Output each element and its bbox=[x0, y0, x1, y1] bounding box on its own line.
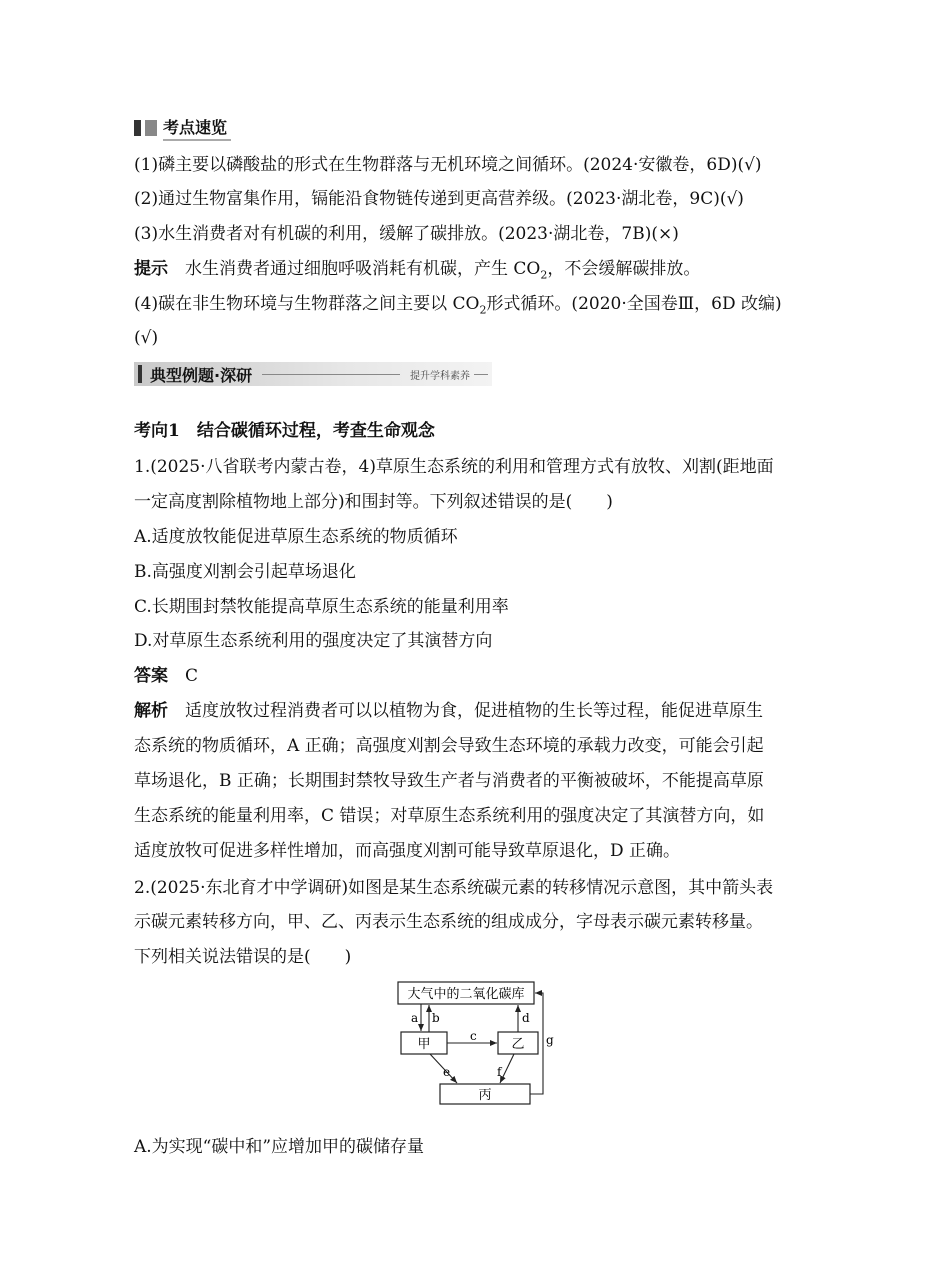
header-marker-icon bbox=[138, 365, 142, 383]
hint-line bbox=[134, 258, 700, 286]
q2-option-a: A.为实现“碳中和”应增加甲的碳储存量 bbox=[134, 1137, 425, 1157]
answer-label: 答案 bbox=[134, 666, 168, 686]
q1-analysis-line-5: 适度放牧可促进多样性增加，而高强度刈割可能导致草原退化，D 正确。 bbox=[134, 841, 681, 861]
carbon-cycle-diagram bbox=[390, 980, 570, 1110]
q1-analysis-line-4: 生态系统的能量利用率，C 错误；对草原生态系统利用的强度决定了其演替方向，如 bbox=[134, 806, 765, 826]
point-2: (2)通过生物富集作用，镉能沿食物链传递到更高营养级。(2023·湖北卷，9C)(√) bbox=[134, 189, 744, 209]
q1-stem-line-1: 1.(2025·八省联考内蒙古卷，4)草原生态系统的利用和管理方式有放牧、刈割(距地面 bbox=[134, 457, 774, 477]
q1-analysis-line-1 bbox=[134, 700, 763, 722]
hint-label: 提示 bbox=[134, 259, 168, 279]
label-a: a bbox=[411, 1011, 419, 1025]
header-rule bbox=[474, 374, 488, 375]
point-1: (1)磷主要以磷酸盐的形式在生物群落与无机环境之间循环。(2024·安徽卷，6D)(√) bbox=[134, 155, 762, 175]
q1-option-d: D.对草原生态系统利用的强度决定了其演替方向 bbox=[134, 631, 493, 651]
q1-answer bbox=[134, 665, 198, 687]
label-f: f bbox=[497, 1065, 502, 1079]
label-g: g bbox=[546, 1033, 554, 1047]
header-marker-icon bbox=[134, 120, 141, 136]
label-b: b bbox=[432, 1011, 440, 1025]
topic-heading: 考向1 结合碳循环过程，考查生命观念 bbox=[134, 421, 435, 441]
co2-pool-label: 大气中的二氧化碳库 bbox=[407, 987, 525, 1002]
hint-text-a: 水生消费者通过细胞呼吸消耗有机碳，产生 CO bbox=[185, 259, 541, 279]
q1-stem-line-2: 一定高度割除植物地上部分)和围封等。下列叙述错误的是( ) bbox=[134, 492, 613, 512]
point-4 bbox=[134, 293, 782, 321]
jia-label: 甲 bbox=[417, 1037, 431, 1052]
section-header-examples bbox=[134, 362, 492, 386]
point-4-text-a: (4)碳在非生物环境与生物群落之间主要以 CO bbox=[134, 294, 480, 314]
section-title: 典型例题·深研 bbox=[150, 365, 253, 385]
arrow-f bbox=[500, 1054, 514, 1083]
q1-option-b: B.高强度刈割会引起草场退化 bbox=[134, 562, 356, 582]
q2-stem-line-3: 下列相关说法错误的是( ) bbox=[134, 947, 352, 967]
hint-subscript: 2 bbox=[540, 268, 548, 282]
hint-text-b: ，不会缓解碳排放。 bbox=[547, 259, 701, 279]
label-d: d bbox=[522, 1011, 530, 1025]
yi-label: 乙 bbox=[511, 1037, 525, 1052]
point-4-subscript: 2 bbox=[479, 303, 487, 317]
point-3: (3)水生消费者对有机碳的利用，缓解了碳排放。(2023·湖北卷，7B)(×) bbox=[134, 224, 679, 244]
point-4-text-b: 形式循环。(2020·全国卷Ⅲ，6D 改编) bbox=[486, 294, 782, 314]
point-4-mark: (√) bbox=[134, 328, 159, 348]
section-header-overview bbox=[134, 118, 231, 138]
analysis-label: 解析 bbox=[134, 701, 168, 721]
header-rule bbox=[262, 374, 400, 375]
q2-stem-line-1: 2.(2025·东北育才中学调研)如图是某生态系统碳元素的转移情况示意图，其中箭头表 bbox=[134, 878, 774, 898]
label-c: c bbox=[470, 1029, 477, 1043]
q1-analysis-line-3: 草场退化，B 正确；长期围封禁牧导致生产者与消费者的平衡被破坏，不能提高草原 bbox=[134, 771, 764, 791]
section-title: 考点速览 bbox=[163, 115, 231, 141]
header-marker-icon bbox=[145, 120, 157, 136]
bing-label: 丙 bbox=[478, 1088, 492, 1103]
q1-option-c: C.长期围封禁牧能提高草原生态系统的能量利用率 bbox=[134, 597, 509, 617]
q1-option-a: A.适度放牧能促进草原生态系统的物质循环 bbox=[134, 527, 458, 547]
q2-stem-line-2: 示碳元素转移方向，甲、乙、丙表示生态系统的组成成分，字母表示碳元素转移量。 bbox=[134, 912, 763, 932]
q1-analysis-line-2: 态系统的物质循环，A 正确；高强度刈割会导致生态环境的承载力改变，可能会引起 bbox=[134, 736, 764, 756]
label-e: e bbox=[443, 1065, 451, 1079]
answer-value: C bbox=[185, 666, 199, 686]
section-subtitle: 提升学科素养 bbox=[410, 370, 470, 382]
analysis-text: 适度放牧过程消费者可以以植物为食，促进植物的生长等过程，能促进草原生 bbox=[185, 701, 763, 721]
